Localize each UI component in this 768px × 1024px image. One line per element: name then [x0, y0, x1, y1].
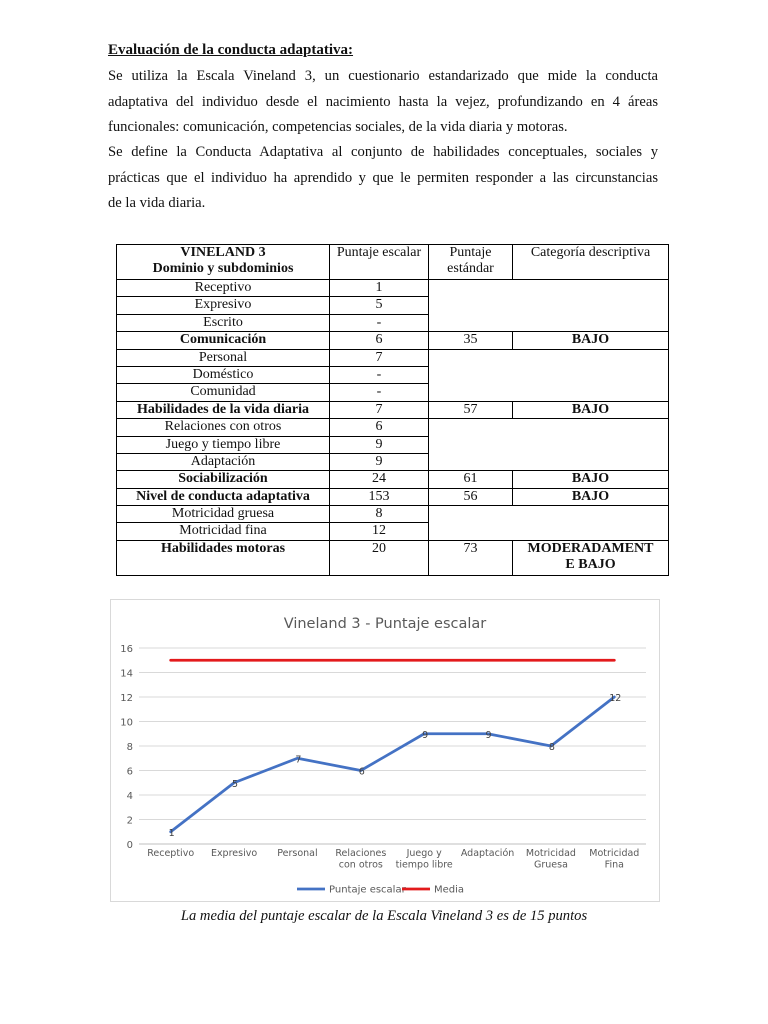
x-tick-label: Adaptación [460, 848, 515, 859]
header-estandar: Puntaje estándar [429, 245, 513, 280]
definition-paragraph [108, 140, 658, 217]
categoria-line1: MODERADAMENT [527, 540, 654, 556]
data-label: 12 [609, 693, 622, 704]
data-label: 7 [295, 754, 302, 766]
row-label: Motricidad fina [117, 523, 330, 540]
row-label: Expresivo [117, 297, 330, 314]
y-tick-label: 10 [120, 717, 133, 729]
row-estandar: 56 [429, 488, 513, 505]
paragraph-line: Se define la Conducta Adaptativa al conjunto de habilidades conceptuales, sociales y [108, 144, 658, 160]
row-label: Juego y tiempo libre [117, 436, 330, 453]
header-domain-line1: VINELAND 3 [180, 245, 266, 260]
x-tick-label: Relaciones con otros [335, 848, 387, 871]
table-row [117, 419, 669, 436]
row-escalar: - [330, 366, 429, 383]
row-escalar: 5 [330, 297, 429, 314]
table-row [117, 506, 669, 523]
row-categoria: BAJO [513, 401, 669, 418]
x-axis-ticks [147, 848, 639, 871]
row-label: Habilidades motoras [117, 540, 330, 575]
table-row-domain [117, 471, 669, 488]
data-label: 6 [358, 766, 365, 778]
table-row-domain [117, 401, 669, 418]
x-tick-label: Expresivo [210, 848, 258, 859]
y-axis-ticks [120, 644, 133, 851]
vineland-table [116, 244, 669, 576]
row-categoria: BAJO [513, 488, 669, 505]
empty-cell [429, 349, 669, 401]
row-escalar: 6 [330, 332, 429, 349]
row-estandar: 57 [429, 401, 513, 418]
row-escalar: 9 [330, 436, 429, 453]
header-domain [117, 245, 330, 280]
chart-canvas [111, 600, 659, 901]
row-label: Sociabilización [117, 471, 330, 488]
row-escalar: 6 [330, 419, 429, 436]
row-estandar: 61 [429, 471, 513, 488]
data-label: 9 [422, 729, 429, 741]
table-header-row [117, 245, 669, 280]
line-chart [110, 599, 660, 902]
empty-cell [429, 419, 669, 471]
row-estandar: 35 [429, 332, 513, 349]
legend-label: Puntaje escalar [329, 884, 406, 896]
series-line [171, 697, 615, 832]
empty-cell [429, 506, 669, 541]
chart-caption: La media del puntaje escalar de la Escala Vineland 3 es de 15 puntos [180, 908, 588, 924]
paragraph-line: adaptativa del individuo desde el nacimiento hasta la vejez, profundizando en 4 áreas [108, 93, 658, 110]
header-categoria: Categoría descriptiva [513, 245, 669, 280]
x-tick-label: Motricidad Fina [589, 848, 640, 871]
y-tick-label: 6 [126, 766, 133, 778]
row-escalar: - [330, 314, 429, 331]
x-tick-label: Receptivo [147, 848, 195, 859]
y-tick-label: 16 [120, 644, 133, 655]
row-escalar: 7 [330, 401, 429, 418]
row-label: Relaciones con otros [117, 419, 330, 436]
row-escalar: 1 [330, 280, 429, 297]
y-tick-label: 4 [126, 791, 133, 802]
row-categoria: BAJO [513, 471, 669, 488]
row-label: Doméstico [117, 366, 330, 383]
y-tick-label: 2 [126, 815, 133, 827]
row-escalar: 8 [330, 506, 429, 523]
chart-legend [297, 885, 464, 896]
intro-paragraph [108, 64, 658, 141]
data-label: 1 [168, 827, 175, 839]
row-escalar: 7 [330, 349, 429, 366]
chart-title: Vineland 3 - Puntaje escalar [283, 616, 487, 632]
legend-label: Media [434, 884, 465, 896]
table-row [117, 280, 669, 297]
row-label: Comunicación [117, 332, 330, 349]
paragraph-line: funcionales: comunicación, competencias sociales, de la vida diaria y motoras. [108, 119, 568, 135]
y-tick-label: 8 [126, 742, 133, 753]
header-domain-line2: Dominio y subdominios [152, 261, 294, 276]
header-escalar: Puntaje escalar [330, 245, 429, 280]
section-heading: Evaluación de la conducta adaptativa: [108, 42, 354, 58]
x-tick-label: Personal [277, 848, 318, 859]
row-escalar: - [330, 384, 429, 401]
y-tick-label: 14 [120, 668, 133, 680]
row-escalar: 153 [330, 488, 429, 505]
y-tick-label: 0 [126, 840, 133, 851]
row-label: Motricidad gruesa [117, 506, 330, 523]
empty-cell [429, 280, 669, 332]
y-tick-label: 12 [120, 693, 133, 704]
paragraph-line: prácticas que el individuo ha aprendido y que le permiten responder a las circunstancias [108, 169, 658, 186]
row-label: Receptivo [117, 280, 330, 297]
row-escalar: 20 [330, 540, 429, 575]
row-label: Adaptación [117, 453, 330, 470]
data-label: 5 [232, 778, 239, 790]
table-row-domain [117, 540, 669, 575]
data-label: 8 [548, 742, 555, 753]
row-escalar: 24 [330, 471, 429, 488]
paragraph-line: Se utiliza la Escala Vineland 3, un cuestionario estandarizado que mide la conducta [108, 68, 658, 84]
row-escalar: 12 [330, 523, 429, 540]
series-lines [169, 660, 622, 839]
x-tick-label: Motricidad Gruesa [525, 848, 576, 871]
row-label: Habilidades de la vida diaria [117, 401, 330, 418]
data-label: 9 [485, 729, 492, 741]
grid-lines [139, 648, 646, 844]
row-estandar: 73 [429, 540, 513, 575]
row-escalar: 9 [330, 453, 429, 470]
row-categoria: BAJO [513, 332, 669, 349]
table-row [117, 349, 669, 366]
row-categoria [513, 540, 669, 575]
row-label: Escrito [117, 314, 330, 331]
row-label: Nivel de conducta adaptativa [117, 488, 330, 505]
categoria-line2: E BAJO [565, 556, 616, 572]
x-tick-label: Juego y tiempo libre [395, 848, 453, 871]
paragraph-line: de la vida diaria. [108, 195, 206, 211]
table-row-domain [117, 488, 669, 505]
table-row-domain [117, 332, 669, 349]
row-label: Comunidad [117, 384, 330, 401]
row-label: Personal [117, 349, 330, 366]
